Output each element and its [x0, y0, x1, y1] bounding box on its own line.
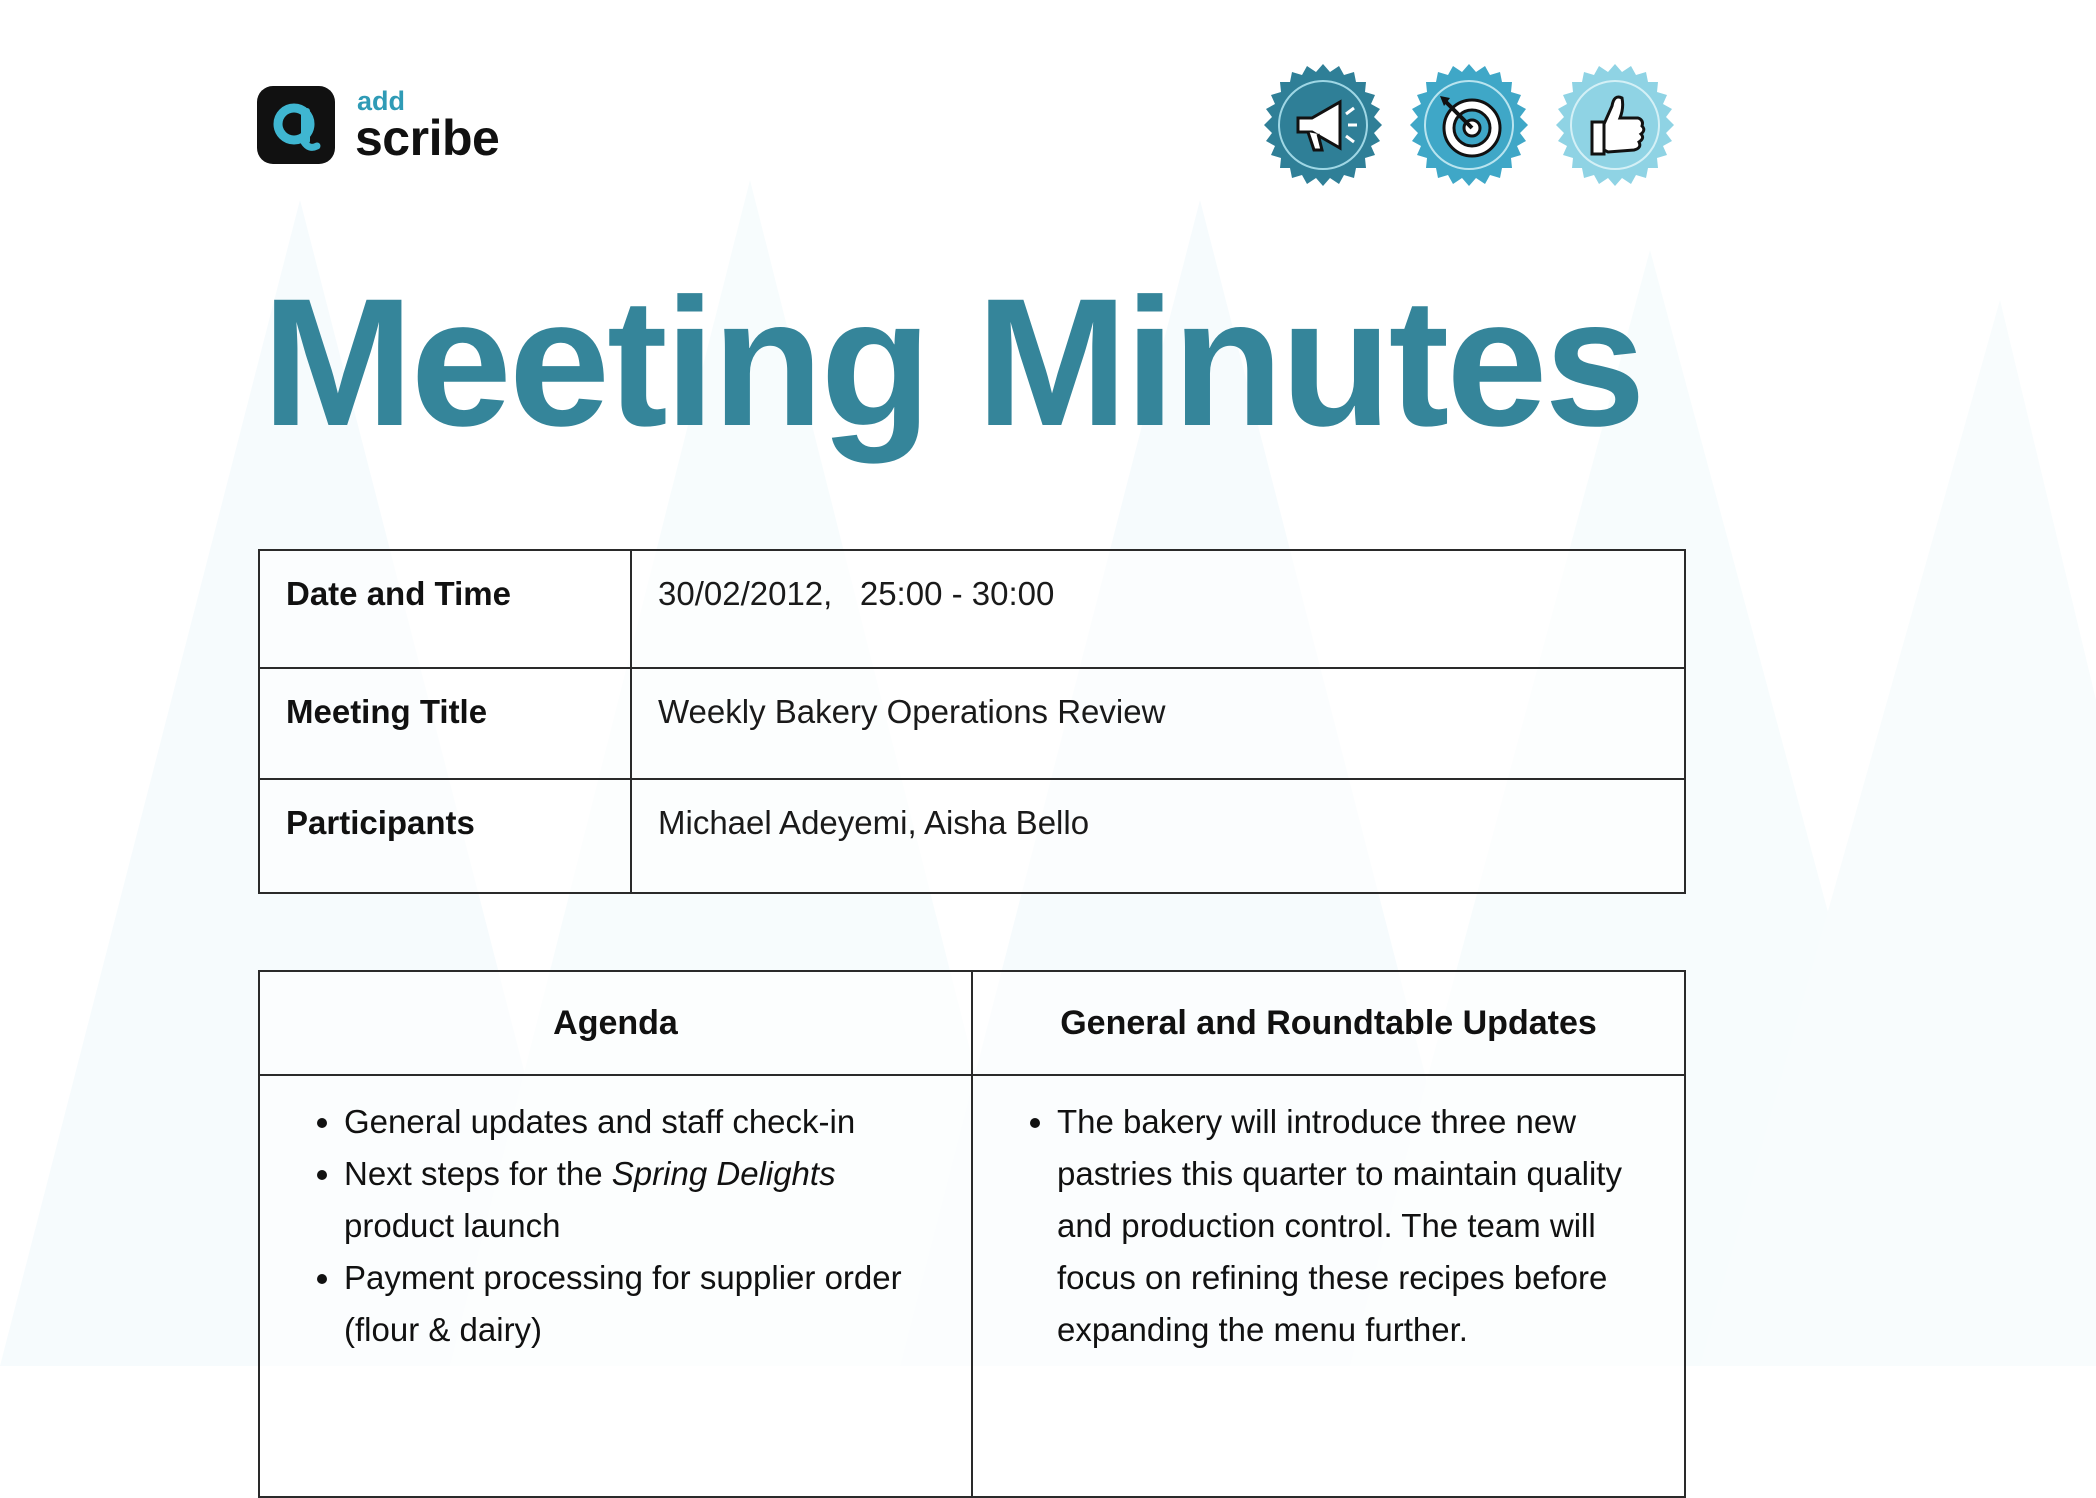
list-item: [1057, 1096, 1660, 1356]
list-item: [344, 1148, 947, 1252]
update-item-text: The bakery will introduce three new pastries this quarter to maintain quality and production control. The team will focus on refining these recipes before expanding the menu further.: [1057, 1103, 1622, 1348]
info-row-title: [259, 668, 1685, 779]
meeting-info-table: [258, 549, 1686, 894]
meeting-title-value: Weekly Bakery Operations Review: [631, 668, 1685, 779]
participants-label: Participants: [259, 779, 631, 893]
list-item: [344, 1096, 947, 1148]
updates-header: General and Roundtable Updates: [972, 971, 1685, 1075]
participants-value: Michael Adeyemi, Aisha Bello: [631, 779, 1685, 893]
info-row-participants: [259, 779, 1685, 893]
agenda-cell: [259, 1075, 972, 1497]
addscribe-logo-icon: [257, 86, 335, 164]
agenda-item-text: General updates and staff check-in: [344, 1103, 856, 1140]
agenda-header: Agenda: [259, 971, 972, 1075]
megaphone-icon: [1260, 62, 1386, 188]
updates-cell: [972, 1075, 1685, 1497]
agenda-item-text: Payment processing for supplier order (flour & dairy): [344, 1259, 902, 1348]
date-time-label: Date and Time: [259, 550, 631, 668]
badge-row: [1260, 62, 1678, 188]
agenda-content-row: [259, 1075, 1685, 1497]
brand-logo[interactable]: [257, 86, 499, 164]
date-time-value: 30/02/2012, 25:00 - 30:00: [631, 550, 1685, 668]
updates-list: [997, 1096, 1660, 1356]
brand-small-text: add: [357, 85, 406, 116]
agenda-item-text: product launch: [344, 1207, 561, 1244]
agenda-header-row: [259, 971, 1685, 1075]
agenda-table: [258, 970, 1686, 1498]
meeting-title-label: Meeting Title: [259, 668, 631, 779]
agenda-item-text: Next steps for the: [344, 1155, 612, 1192]
thumbs-up-icon: [1552, 62, 1678, 188]
agenda-list: [284, 1096, 947, 1356]
brand-name: scribe: [355, 109, 500, 166]
target-icon: [1406, 62, 1532, 188]
agenda-item-emphasis: Spring Delights: [611, 1155, 836, 1192]
list-item: [344, 1252, 947, 1356]
info-row-date: [259, 550, 1685, 668]
page-title: Meeting Minutes: [262, 260, 1643, 464]
